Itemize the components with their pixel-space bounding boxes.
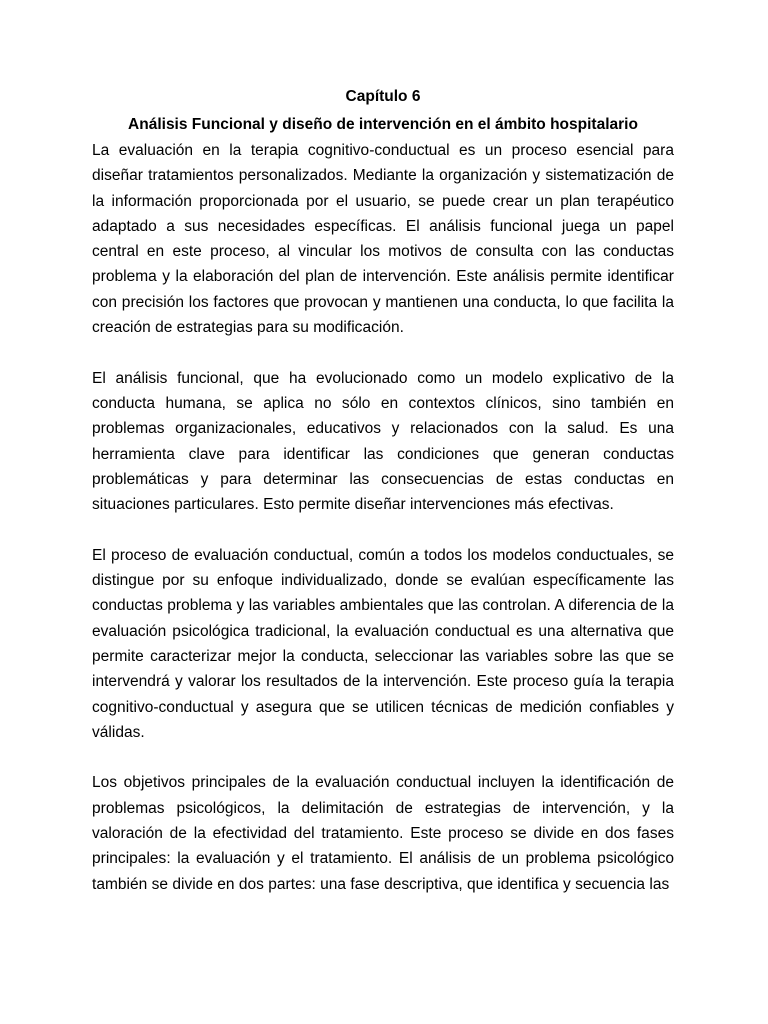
paragraph-3: El proceso de evaluación conductual, común a todos los modelos conductuales, se distingue por su enfoque individualizado, donde se evalúan específicamente las conductas problema y las variables ambientales que las controlan. A diferencia de la evaluación psicológica tradicional, la evaluación conductual es una alternativa que permite caracterizar mejor la conducta, seleccionar las variables sobre las que se intervendrá y valorar los resultados de la intervención. Este proceso guía la terapia cognitivo-conductual y asegura que se utilicen técnicas de medición confiables y válidas. xyxy=(92,546,674,741)
paragraph-gap xyxy=(92,745,674,770)
chapter-label: Capítulo 6 xyxy=(345,88,421,105)
document-page xyxy=(92,86,674,897)
paragraph-2: El análisis funcional, que ha evolucionado como un modelo explicativo de la conducta humana, se aplica no sólo en contextos clínicos, sino también en problemas organizacionales, educativos y relacionados con la salud. Es una herramienta clave para identificar las condiciones que generan conductas problemáticas y para determinar las consecuencias de estas conductas en situaciones particulares. Esto permite diseñar intervenciones más efectivas. xyxy=(92,369,674,514)
paragraph-gap xyxy=(92,517,674,542)
paragraph-1: La evaluación en la terapia cognitivo-conductual es un proceso esencial para diseñar tratamientos personalizados. Mediante la organización y sistematización de la información proporcionada por el usuario, se puede crear un plan terapéutico adaptado a sus necesidades específicas. El análisis funcional juega un papel central en este proceso, al vincular los motivos de consulta con las conductas problema y la elaboración del plan de intervención. Este análisis permite identificar con precisión los factores que provocan y mantienen una conducta, lo que facilita la creación de estrategias para su modificación. xyxy=(92,142,674,337)
chapter-title: Análisis Funcional y diseño de intervención en el ámbito hospitalario xyxy=(128,116,638,133)
paragraph-gap xyxy=(92,340,674,365)
paragraph-4: Los objetivos principales de la evaluación conductual incluyen la identificación de problemas psicológicos, la delimitación de estrategias de intervención, y la valoración de la efectividad del tratamiento. Este proceso se divide en dos fases principales: la evaluación y el tratamiento. El análisis de un problema psicológico también se divide en dos partes: una fase descriptiva, que identifica y secuencia las xyxy=(92,774,674,893)
